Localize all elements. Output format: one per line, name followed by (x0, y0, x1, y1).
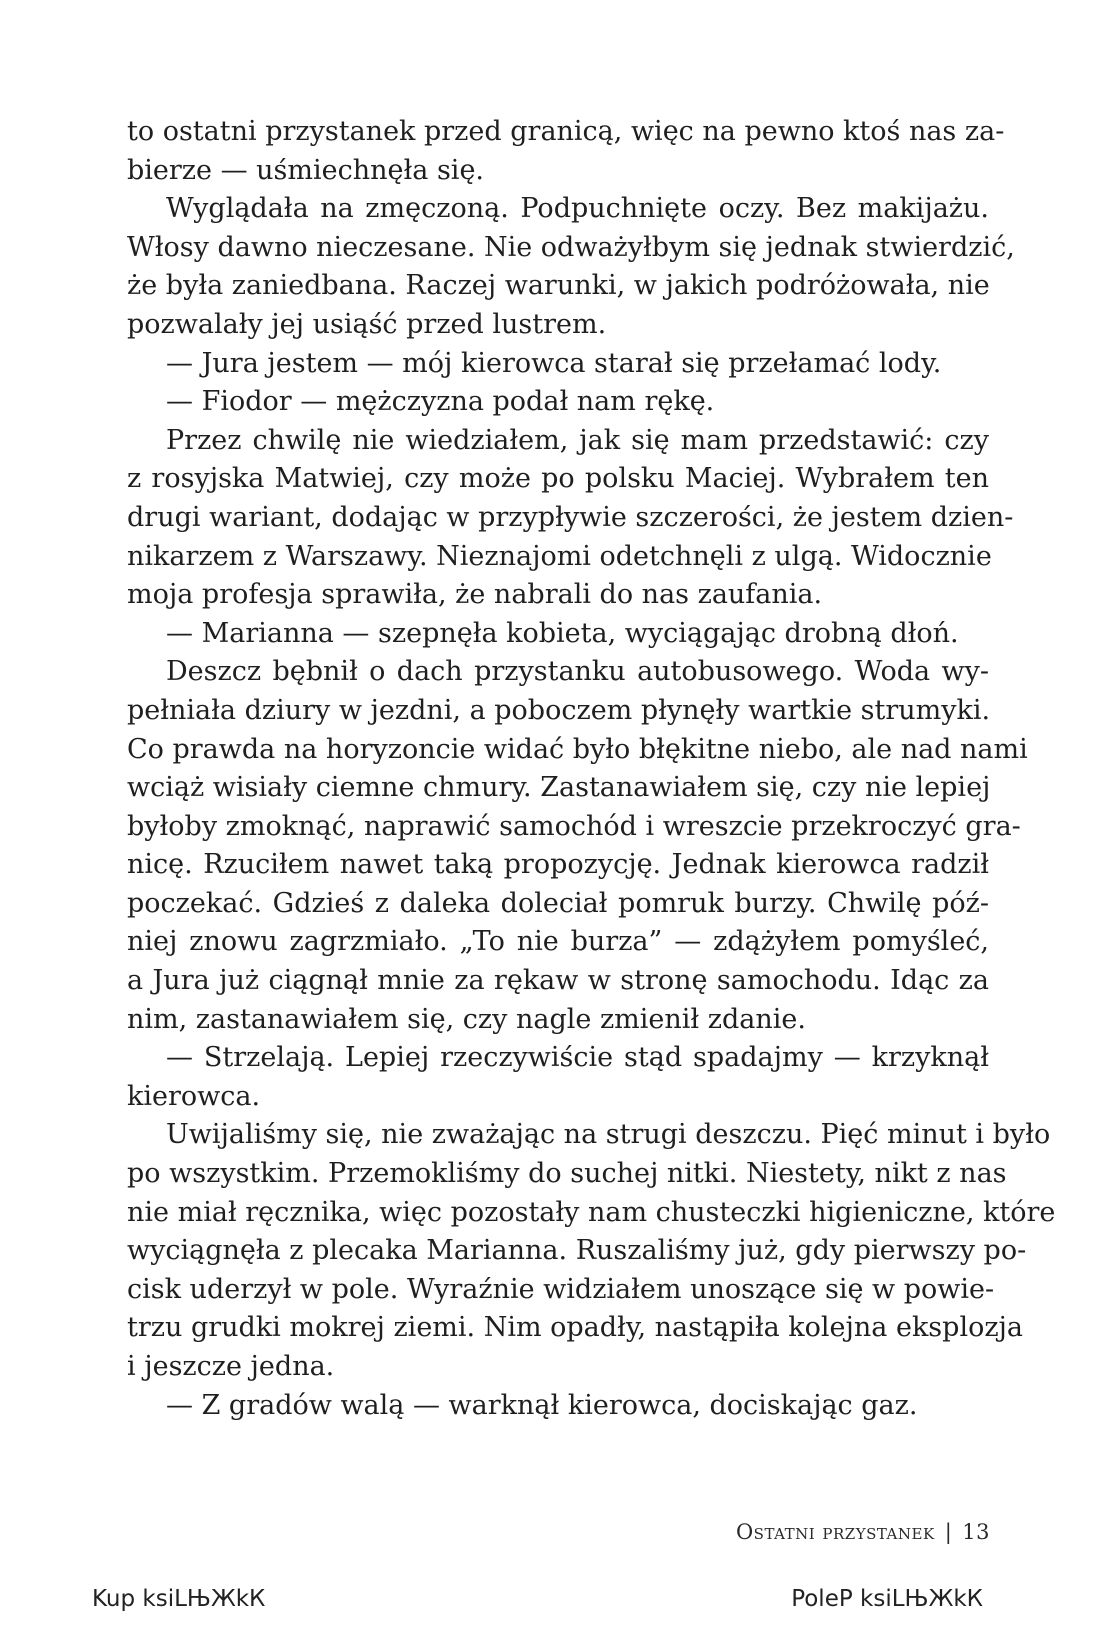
page-number: 13 (962, 1520, 990, 1544)
text-line: i jeszcze jedna. (127, 1351, 335, 1382)
text-line: — Strzelają. Lepiej rzeczywiście stąd spadajmy — krzyknął (166, 1042, 989, 1074)
text-line: bierze — uśmiechnęła się. (127, 154, 484, 186)
recommend-book-link[interactable]: PoleР ksiLЊЖkК (791, 1586, 983, 1612)
text-line: pełniała dziury w jezdni, a poboczem płynęły wartkie strumyki. (127, 694, 991, 726)
page-body-text (127, 113, 1056, 1425)
text-line: niej znowu zagrzmiało. „To nie burza” — zdążyłem pomyśleć, (127, 926, 989, 958)
text-line: to ostatni przystanek przed granicą, więc na pewno ktoś nas za- (127, 116, 1005, 147)
text-line: nikarzem z Warszawy. Nieznajomi odetchnęli z ulgą. Widocznie (127, 540, 992, 572)
text-line: wyciągnęła z plecaka Marianna. Ruszaliśmy już, gdy pierwszy po- (127, 1235, 1027, 1267)
text-line: — Jura jestem — mój kierowca starał się przełamać lody. (166, 347, 942, 379)
text-line: drugi wariant, dodając w przypływie szczerości, że jestem dzien- (127, 501, 1014, 533)
text-line: wciąż wisiały ciemne chmury. Zastanawiałem się, czy nie lepiej (127, 772, 991, 804)
text-line: cisk uderzył w pole. Wyraźnie widziałem unoszące się w powie- (127, 1273, 995, 1305)
text-line: nie miał ręcznika, więc pozostały nam chusteczki higieniczne, które (127, 1196, 1056, 1228)
text-line: kierowca. (127, 1080, 261, 1112)
text-line: z rosyjska Matwiej, czy może po polsku Maciej. Wybrałem ten (127, 463, 989, 495)
text-line: trzu grudki mokrej ziemi. Nim opadły, nastąpiła kolejna eksplozja (127, 1312, 1024, 1344)
text-line: — Marianna — szepnęła kobieta, wyciągając drobną dłoń. (166, 617, 959, 649)
text-line: pozwalały jej usiąść przed lustrem. (127, 308, 607, 340)
text-line: poczekać. Gdzieś z daleka doleciał pomruk burzy. Chwilę póź- (127, 887, 989, 919)
text-line: po wszystkim. Przemokliśmy do suchej nitki. Niestety, nikt z nas (127, 1158, 1007, 1190)
chapter-title: Ostatni przystanek (735, 1520, 935, 1544)
text-line: nicę. Rzuciłem nawet taką propozycję. Jednak kierowca radził (127, 849, 989, 881)
text-line: a Jura już ciągnął mnie za rękaw w stronę samochodu. Idąc za (127, 965, 989, 997)
text-line: że była zaniedbana. Raczej warunki, w jakich podróżowała, nie (127, 270, 990, 302)
text-line: nim, zastanawiałem się, czy nagle zmienił zdanie. (127, 1003, 806, 1035)
footer-separator: | (944, 1520, 953, 1544)
text-line: Przez chwilę nie wiedziałem, jak się mam przedstawić: czy (166, 424, 989, 456)
text-line: Deszcz bębnił o dach przystanku autobusowego. Woda wy- (166, 656, 989, 688)
buy-book-link[interactable]: Kup ksiLЊЖkК (92, 1586, 266, 1612)
text-line: — Fiodor — mężczyzna podał nam rękę. (166, 386, 715, 418)
text-line: moja profesja sprawiła, że nabrali do nas zaufania. (127, 579, 823, 611)
text-line: Co prawda na horyzoncie widać było błękitne niebo, ale nad nami (127, 733, 1028, 765)
text-line: — Z gradów walą — warknął kierowca, dociskając gaz. (166, 1389, 918, 1421)
text-line: Włosy dawno nieczesane. Nie odważyłbym się jednak stwierdzić, (127, 231, 1015, 263)
text-line: Wyglądała na zmęczoną. Podpuchnięte oczy. Bez makijażu. (166, 193, 989, 225)
running-footer (736, 1520, 990, 1544)
text-line: byłoby zmoknąć, naprawić samochód i wreszcie przekroczyć gra- (127, 810, 1021, 842)
text-line: Uwijaliśmy się, nie zważając na strugi deszczu. Pięć minut i było (166, 1119, 1051, 1151)
